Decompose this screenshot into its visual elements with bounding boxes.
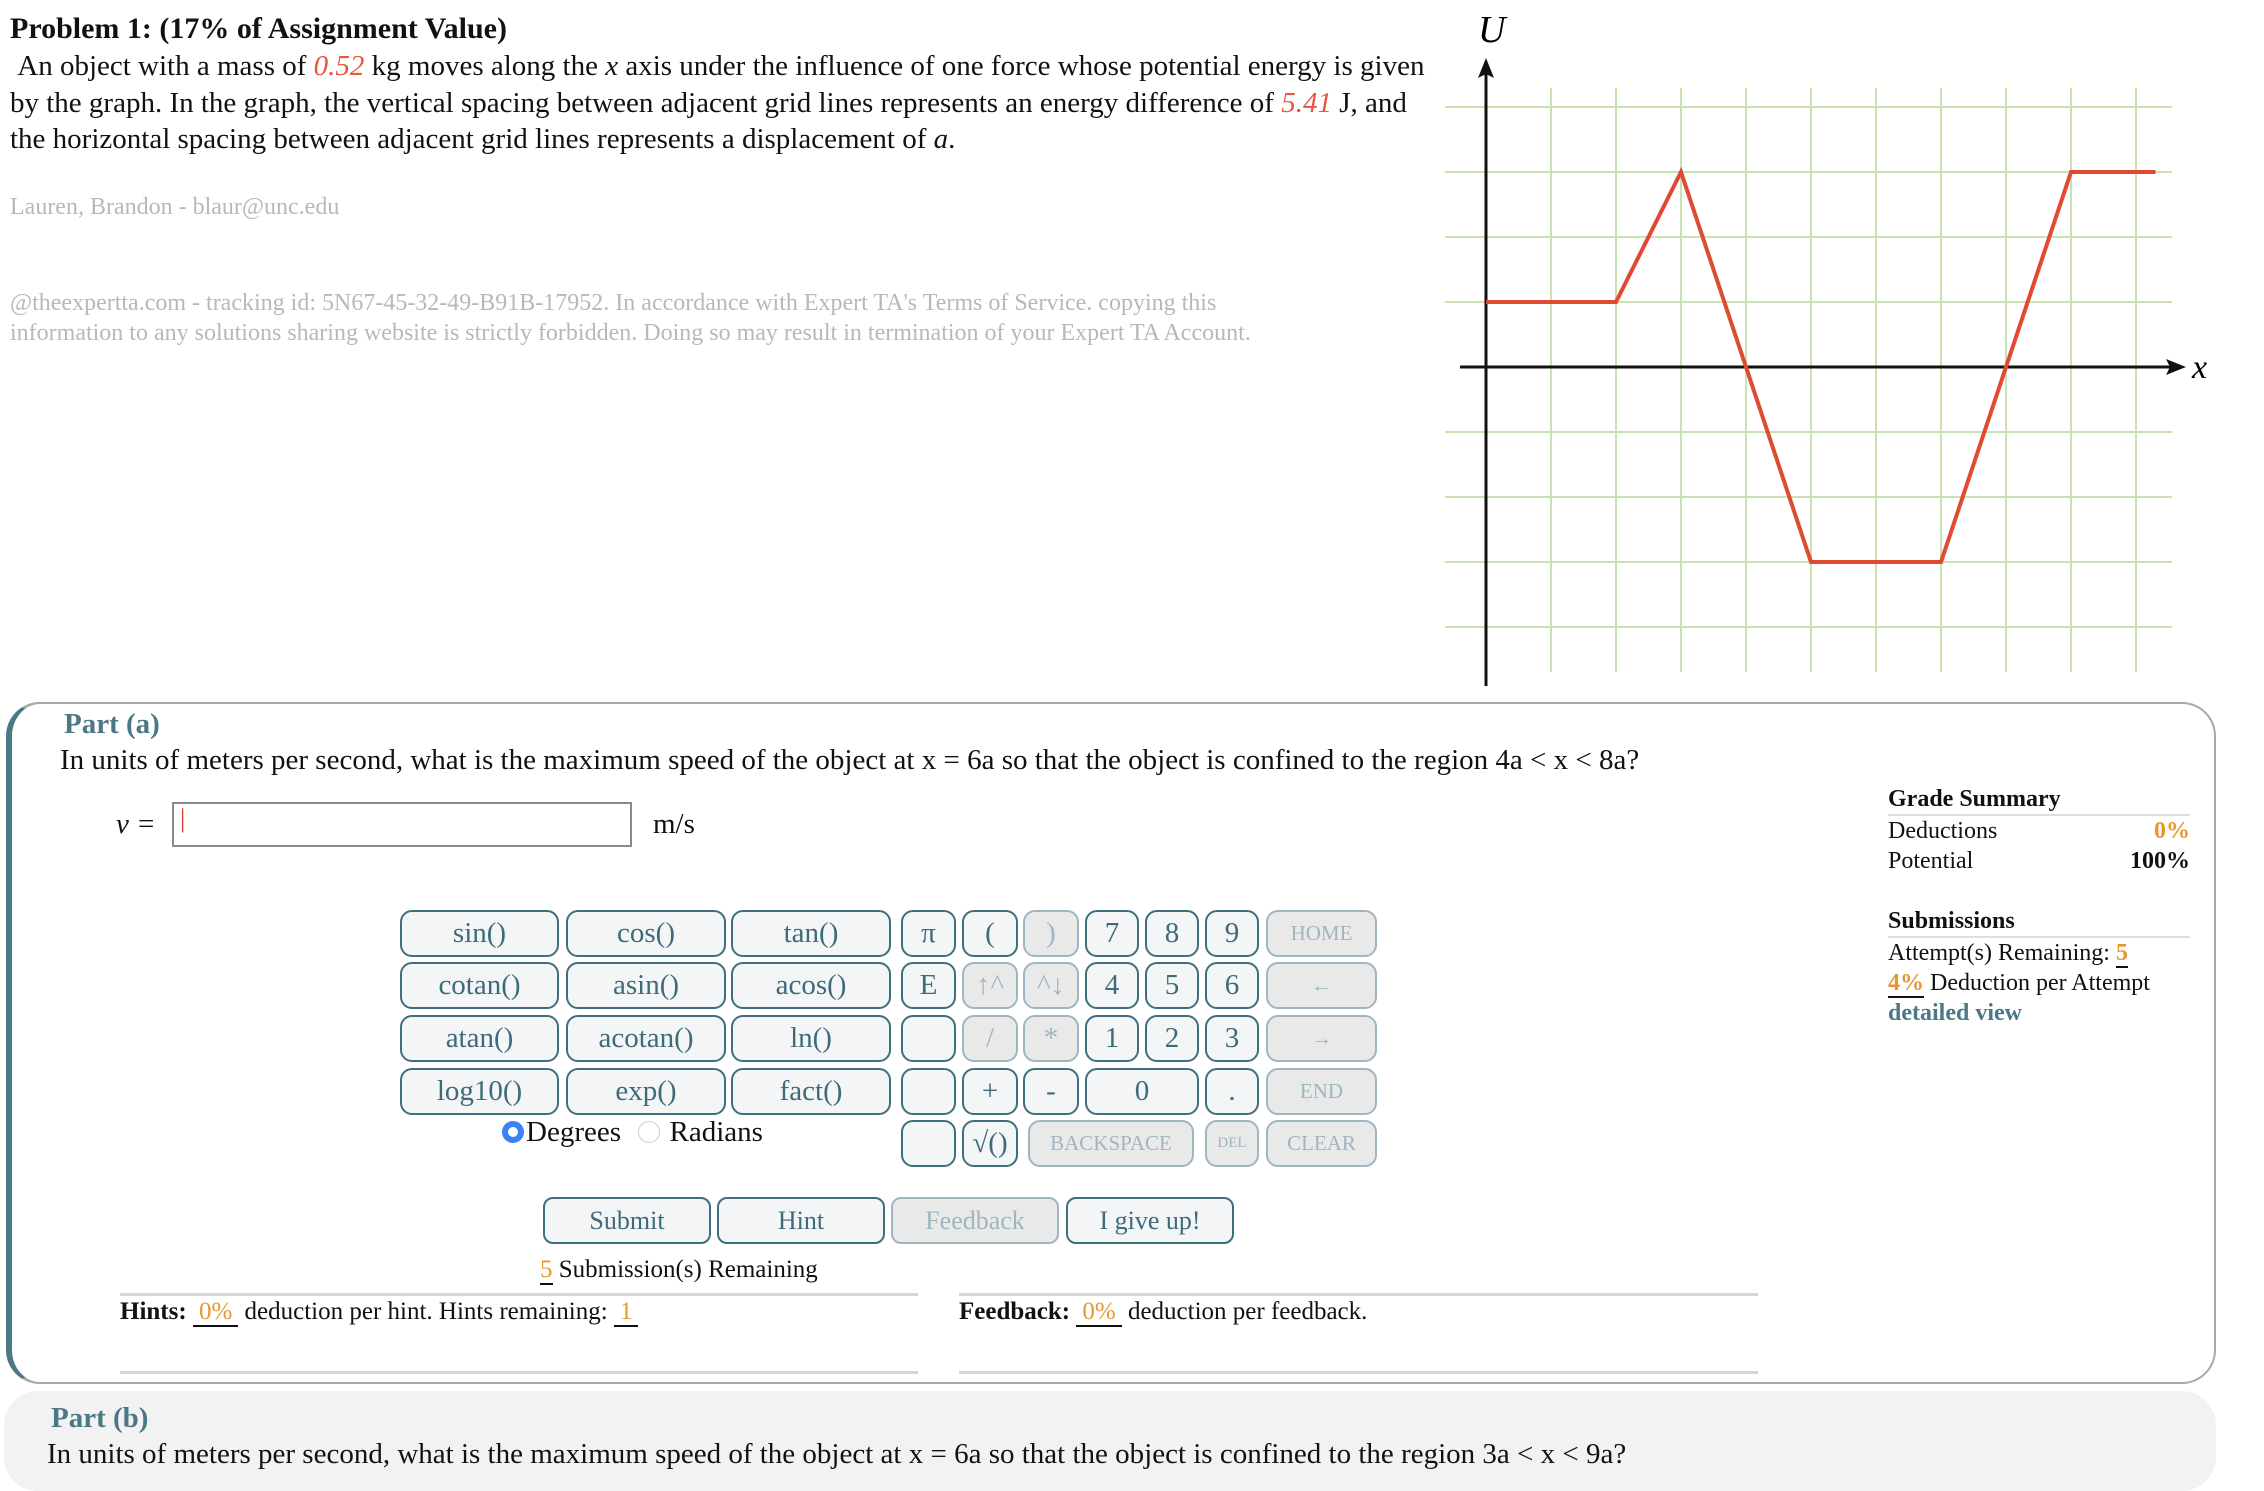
key-superscript-up[interactable]: ↑^ — [962, 962, 1018, 1009]
grade-summary-title: Grade Summary — [1888, 784, 2190, 816]
key-acos[interactable]: acos() — [731, 962, 891, 1009]
stmt-text: J, and the horizontal spacing between adjacent grid lines represents a displacement of — [10, 86, 1407, 155]
divider — [959, 1371, 1758, 1374]
submissions-count: 5 — [540, 1256, 553, 1283]
part-b-question: In units of meters per second, what is the maximum speed of the object at x = 6a so that the object is confined to the region 3a < x < 9a? — [47, 1438, 1627, 1470]
key-blank[interactable] — [901, 1120, 956, 1167]
key-cotan[interactable]: cotan() — [400, 962, 559, 1009]
key-ln[interactable]: ln() — [731, 1015, 891, 1062]
key-del[interactable]: DEL — [1205, 1120, 1259, 1167]
energy-value: 5.41 — [1281, 86, 1332, 119]
attempts-value: 5 — [2115, 940, 2128, 966]
problem-title: Problem 1: (17% of Assignment Value) — [10, 12, 507, 45]
tracking-notice-2: information to any solutions sharing website is strictly forbidden. Doing so may result in termination of your Expert TA Account. — [10, 320, 1251, 346]
key-right-arrow[interactable]: → — [1266, 1015, 1377, 1062]
stmt-text: . — [948, 123, 956, 155]
key-acotan[interactable]: acotan() — [566, 1015, 726, 1062]
feedback-info — [959, 1298, 1367, 1326]
radians-label: Radians — [669, 1116, 763, 1148]
key-sin[interactable]: sin() — [400, 910, 559, 957]
key-atan[interactable]: atan() — [400, 1015, 559, 1062]
key-backspace[interactable]: BACKSPACE — [1028, 1120, 1194, 1167]
deductions-label: Deductions — [1888, 818, 1998, 844]
key-divide[interactable]: / — [962, 1015, 1018, 1062]
deductions-value: 0% — [2154, 818, 2190, 844]
key-tan[interactable]: tan() — [731, 910, 891, 957]
key-asin[interactable]: asin() — [566, 962, 726, 1009]
stmt-text: An object with a mass of — [17, 50, 314, 82]
grade-summary — [1888, 784, 2190, 1028]
a-variable: a — [933, 123, 949, 155]
give-up-button[interactable]: I give up! — [1066, 1197, 1234, 1244]
hints-pct: 0% — [193, 1298, 238, 1327]
answer-unit: m/s — [653, 808, 695, 840]
key-lparen[interactable]: ( — [962, 910, 1018, 957]
key-sqrt[interactable]: √() — [962, 1120, 1018, 1167]
key-9[interactable]: 9 — [1205, 910, 1259, 957]
divider — [120, 1371, 918, 1374]
detailed-view-link[interactable]: detailed view — [1888, 1000, 2022, 1026]
key-fact[interactable]: fact() — [731, 1068, 891, 1115]
key-exp[interactable]: exp() — [566, 1068, 726, 1115]
key-multiply[interactable]: * — [1023, 1015, 1079, 1062]
key-7[interactable]: 7 — [1085, 910, 1139, 957]
deduction-text: Deduction per Attempt — [1930, 970, 2150, 996]
x-axis-label: x — [2192, 349, 2208, 386]
attempts-label: Attempt(s) Remaining: — [1888, 940, 2110, 966]
key-e[interactable]: E — [901, 962, 956, 1009]
divider — [120, 1293, 918, 1296]
deduction-pct: 4% — [1888, 970, 1924, 996]
potential-energy-graph — [1430, 0, 2264, 700]
key-plus[interactable]: + — [962, 1068, 1018, 1115]
degrees-radio[interactable] — [502, 1121, 524, 1143]
key-cos[interactable]: cos() — [566, 910, 726, 957]
stmt-text: kg moves along the — [364, 50, 606, 82]
key-blank[interactable] — [901, 1068, 956, 1115]
tracking-notice-1: @theexpertta.com - tracking id: 5N67-45-32-49-B91B-17952. In accordance with Expert TA's Terms of Service. copying this — [10, 290, 1217, 316]
answer-input[interactable]: | — [172, 802, 632, 847]
potential-label: Potential — [1888, 848, 1974, 874]
key-rparen[interactable]: ) — [1023, 910, 1079, 957]
stmt-text: axis under the influence of one force whose potential energy is given by the graph. In the graph, the vertical spacing between adjacent grid lines represents an energy difference of — [10, 50, 1425, 119]
key-3[interactable]: 3 — [1205, 1015, 1259, 1062]
key-pi[interactable]: π — [901, 910, 956, 957]
problem-statement — [10, 48, 1430, 158]
degrees-label: Degrees — [526, 1116, 622, 1148]
x-variable: x — [605, 50, 619, 82]
key-home[interactable]: HOME — [1266, 910, 1377, 957]
key-8[interactable]: 8 — [1145, 910, 1199, 957]
feedback-pct: 0% — [1076, 1298, 1121, 1327]
hints-label: Hints: — [120, 1298, 187, 1325]
key-0[interactable]: 0 — [1085, 1068, 1199, 1115]
divider — [959, 1293, 1758, 1296]
angle-mode — [502, 1116, 763, 1149]
key-blank[interactable] — [901, 1015, 956, 1062]
part-a-question: In units of meters per second, what is the maximum speed of the object at x = 6a so that the object is confined to the region 4a < x < 8a? — [60, 744, 1640, 776]
feedback-label: Feedback: — [959, 1298, 1071, 1325]
key-5[interactable]: 5 — [1145, 962, 1199, 1009]
mass-value: 0.52 — [313, 50, 365, 82]
key-2[interactable]: 2 — [1145, 1015, 1199, 1062]
key-6[interactable]: 6 — [1205, 962, 1259, 1009]
y-axis-label: U — [1478, 9, 1506, 51]
key-clear[interactable]: CLEAR — [1266, 1120, 1377, 1167]
hints-text: deduction per hint. Hints remaining: — [244, 1298, 608, 1325]
author-line: Lauren, Brandon - blaur@unc.edu — [10, 194, 340, 220]
grid — [1445, 88, 2172, 672]
hint-button[interactable]: Hint — [717, 1197, 885, 1244]
submissions-title: Submissions — [1888, 906, 2190, 938]
key-minus[interactable]: - — [1023, 1068, 1079, 1115]
submissions-text: Submission(s) Remaining — [558, 1256, 818, 1283]
feedback-text: deduction per feedback. — [1127, 1298, 1368, 1325]
submit-button[interactable]: Submit — [543, 1197, 711, 1244]
key-log10[interactable]: log10() — [400, 1068, 559, 1115]
answer-var-label: v = — [116, 808, 156, 840]
key-1[interactable]: 1 — [1085, 1015, 1139, 1062]
key-4[interactable]: 4 — [1085, 962, 1139, 1009]
key-end[interactable]: END — [1266, 1068, 1377, 1115]
key-decimal[interactable]: . — [1205, 1068, 1259, 1115]
hints-remaining: 1 — [614, 1298, 639, 1327]
hints-info — [120, 1298, 638, 1326]
radians-radio[interactable] — [638, 1121, 660, 1143]
submissions-remaining — [540, 1256, 818, 1284]
key-left-arrow[interactable]: ← — [1266, 962, 1377, 1009]
part-a-label: Part (a) — [64, 708, 160, 740]
key-superscript-down[interactable]: ^↓ — [1023, 962, 1079, 1009]
part-b-label: Part (b) — [51, 1402, 149, 1434]
feedback-button[interactable]: Feedback — [891, 1197, 1059, 1244]
potential-value: 100% — [2130, 848, 2190, 874]
